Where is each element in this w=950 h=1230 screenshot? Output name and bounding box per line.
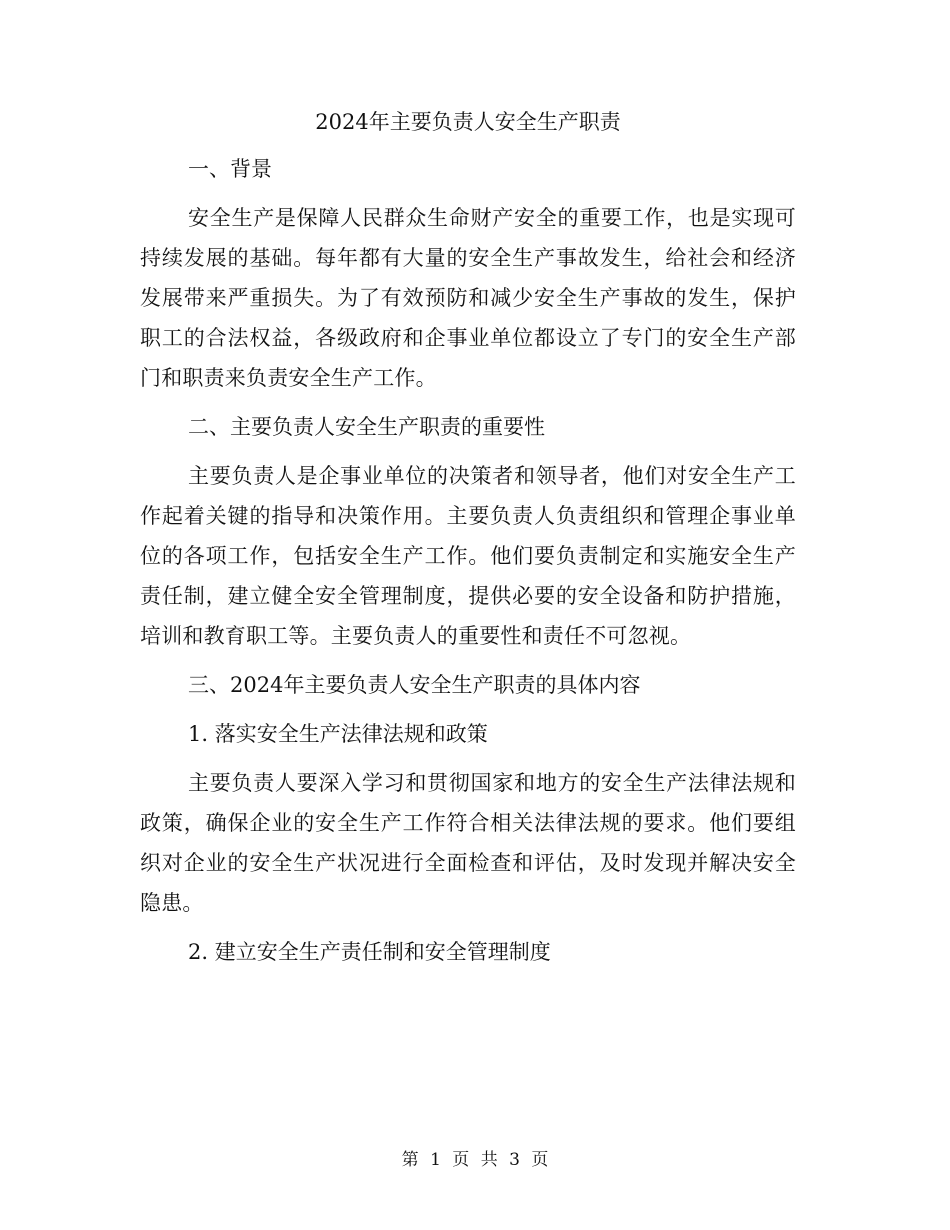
section-heading-specific-content: 三、2024年主要负责人安全生产职责的具体内容 [188,673,641,697]
section-paragraph-importance: 主要负责人是企事业单位的决策者和领导者，他们对安全生产工作起着关键的指导和决策作用。主要负责人负责组织和管理企事业单位的各项工作，包括安全生产工作。他们要负责制定和实施安全生产责任制，建立健全安全管理制度，提供必要的安全设备和防护措施，培训和教育职工等。主要负责人的重要性和责任不可忽视。 [140,464,796,648]
section-heading-importance: 二、主要负责人安全生产职责的重要性 [188,415,545,439]
document-body [140,102,796,972]
subsection-paragraph-laws: 主要负责人要深入学习和贯彻国家和地方的安全生产法律法规和政策，确保企业的安全生产工作符合相关法律法规的要求。他们要组织对企业的安全生产状况进行全面检查和评估，及时发现并解决安全隐患。 [140,771,796,915]
subsection-heading-laws: 1. 落实安全生产法律法规和政策 [188,722,488,746]
section-paragraph-background: 安全生产是保障人民群众生命财产安全的重要工作，也是实现可持续发展的基础。每年都有大量的安全生产事故发生，给社会和经济发展带来严重损失。为了有效预防和减少安全生产事故的发生，保护职工的合法权益，各级政府和企事业单位都设立了专门的安全生产部门和职责来负责安全生产工作。 [140,206,796,390]
subsection-heading-responsibility-system: 2. 建立安全生产责任制和安全管理制度 [188,940,551,964]
page-number-footer: 第 1 页 共 3 页 [401,1150,549,1170]
document-title: 2024年主要负责人安全生产职责 [315,110,621,134]
section-heading-background: 一、背景 [188,157,272,181]
